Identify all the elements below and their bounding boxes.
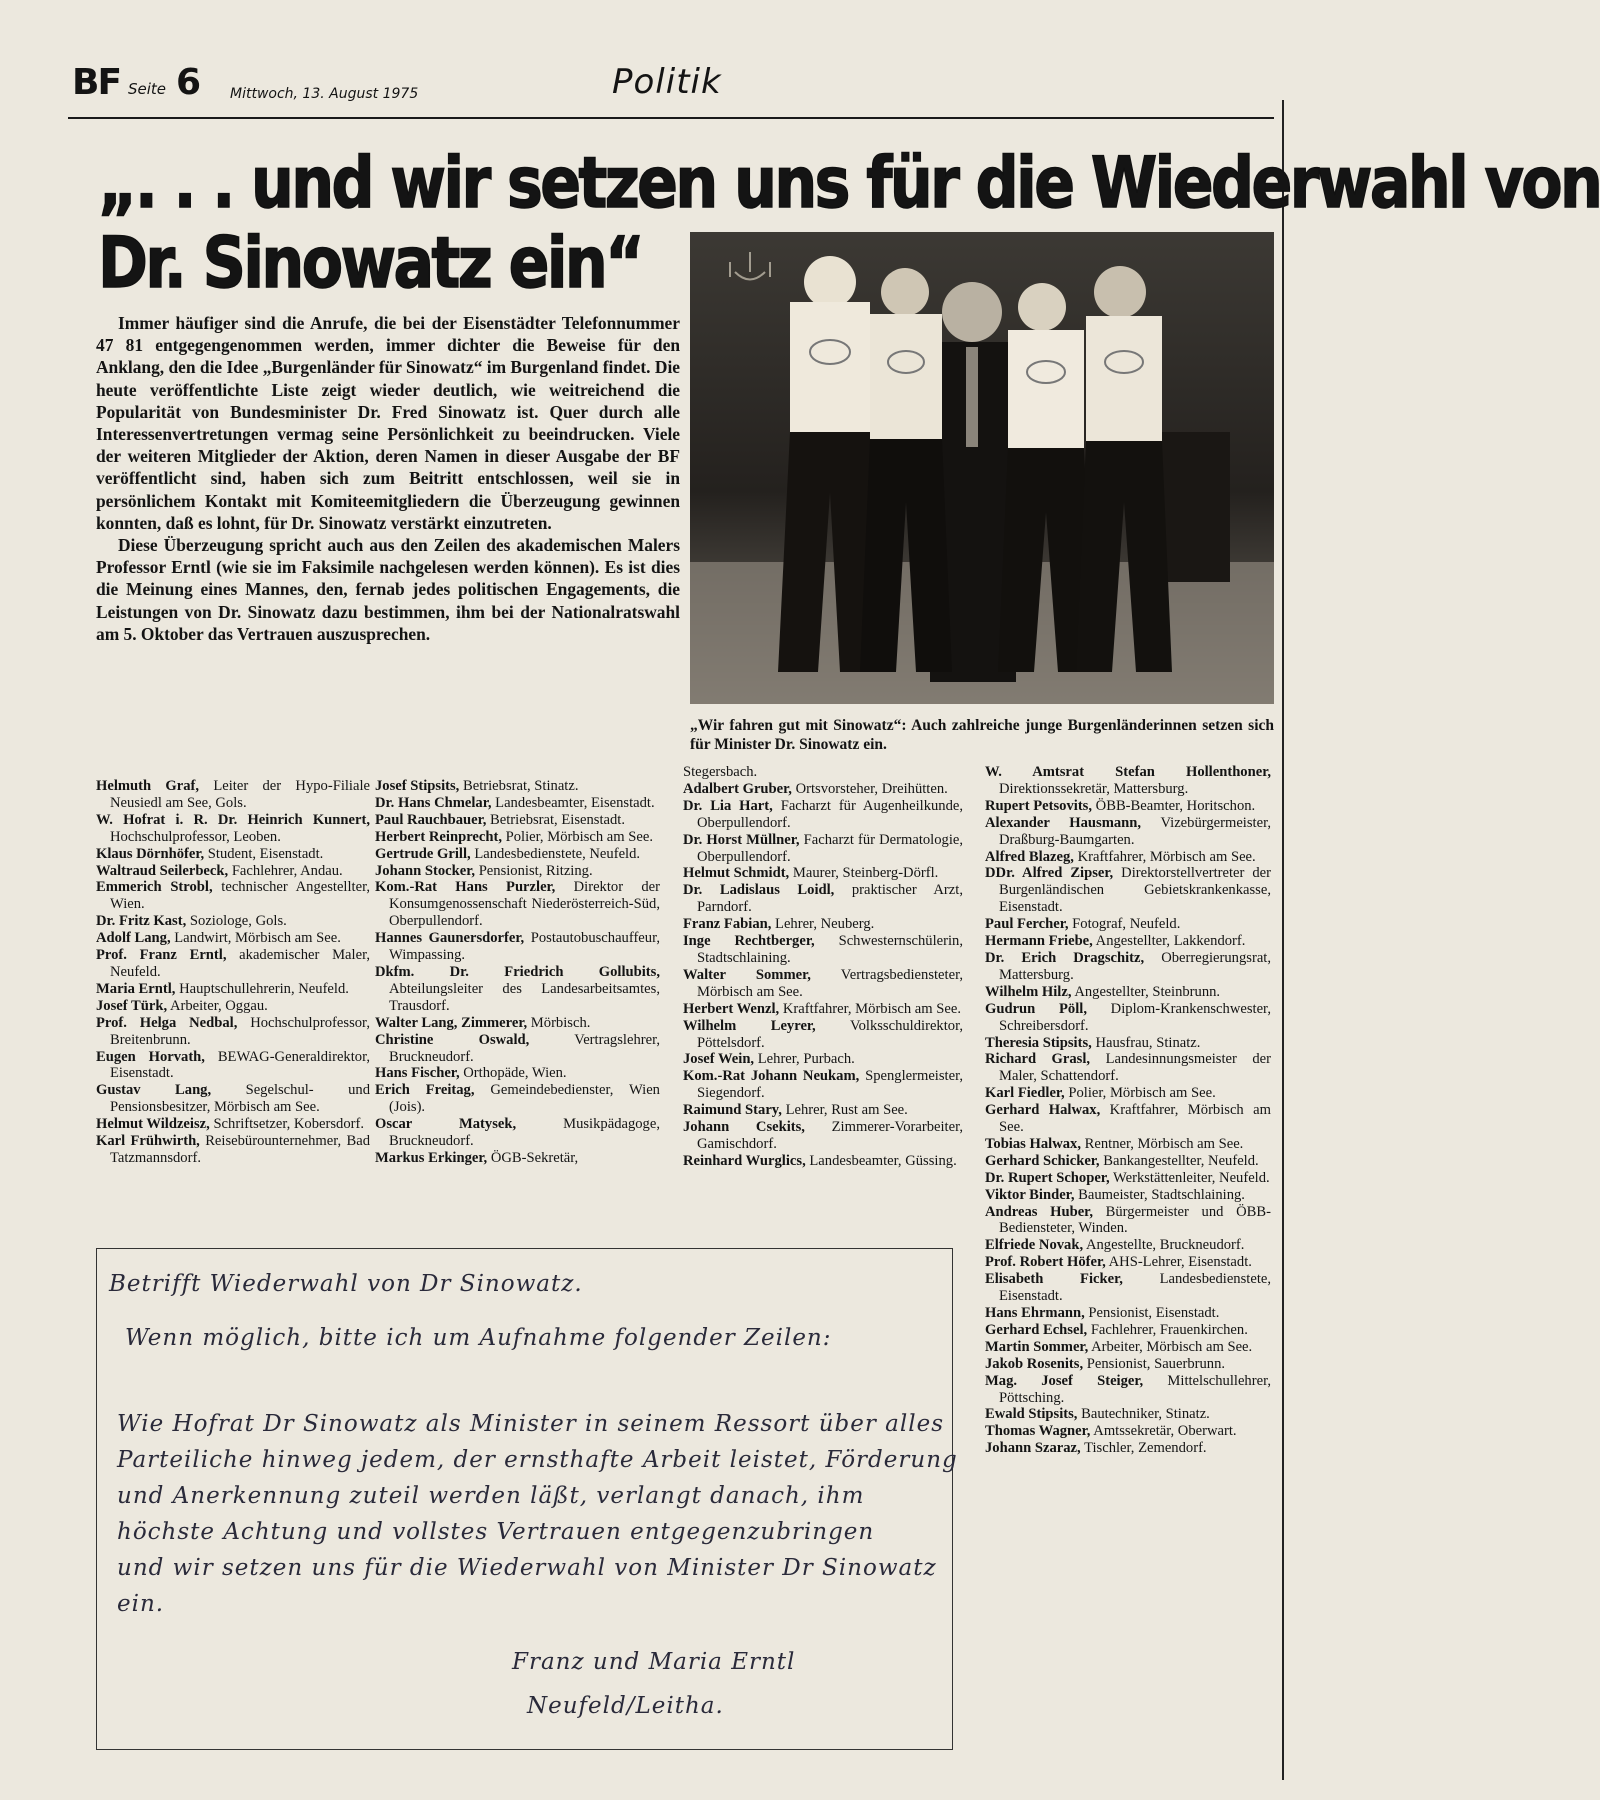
person-name: Elfriede Novak, bbox=[985, 1237, 1084, 1254]
list-item bbox=[375, 1082, 660, 1116]
person-description: Soziologe, Gols. bbox=[189, 913, 287, 930]
list-item bbox=[985, 865, 1271, 916]
person-description: Abteilungsleiter des Landesarbeitsamtes, Trausdorf. bbox=[389, 980, 660, 1014]
person-description: Kraftfahrer, Mörbisch am See. bbox=[782, 1000, 961, 1017]
person-name: Prof. Helga Nedbal, bbox=[96, 1014, 238, 1031]
person-name: Prof. Franz Erntl, bbox=[96, 947, 227, 964]
person-name: Rupert Petsovits, bbox=[985, 797, 1093, 814]
supporter-list-column-2 bbox=[375, 778, 660, 1167]
masthead-logo: BF bbox=[72, 62, 121, 103]
person-name: Prof. Robert Höfer, bbox=[985, 1254, 1106, 1271]
person-name: Walter Sommer, bbox=[683, 966, 811, 983]
person-name: W. Hofrat i. R. Dr. Heinrich Kunnert, bbox=[96, 811, 370, 828]
person-name: Martin Sommer, bbox=[985, 1338, 1089, 1355]
list-item bbox=[683, 933, 963, 967]
person-description: Pensionist, Eisenstadt. bbox=[1088, 1305, 1220, 1321]
person-description: Landesbedienstete, Neufeld. bbox=[474, 845, 641, 862]
list-item bbox=[683, 967, 963, 1001]
list-item bbox=[683, 1051, 963, 1068]
list-item bbox=[985, 815, 1271, 849]
headline-line-2: Dr. Sinowatz ein“ bbox=[98, 222, 643, 304]
list-item bbox=[985, 1271, 1271, 1305]
person-name: Paul Fercher, bbox=[985, 916, 1069, 933]
list-item bbox=[985, 1035, 1271, 1052]
person-name: Gerhard Echsel, bbox=[985, 1321, 1088, 1338]
intro-paragraph: Diese Überzeugung spricht auch aus den Zeilen des akademischen Malers Professor Erntl (wie sie im Faksimile nachgelesen werden können). Es ist dies die Meinung eines Mannes, den, fernab jedes politischen Engagements, die Leistungen von Dr. Sinowatz dazu bestimmen, ihm bei der Nationalratswahl am 5. Oktober das Vertrauen auszusprechen. bbox=[96, 535, 680, 644]
person-description: Direktor der Konsumgenossenschaft Niederösterreich-Süd, Oberpullendorf. bbox=[389, 879, 660, 930]
list-item bbox=[96, 1133, 370, 1167]
person-name: Karl Fiedler, bbox=[985, 1085, 1065, 1102]
list-item bbox=[96, 1049, 370, 1083]
person-description: Angestellte, Bruckneudorf. bbox=[1085, 1237, 1245, 1254]
person-description: Vizebürgermeister, Draßburg-Baumgarten. bbox=[999, 814, 1271, 848]
list-item bbox=[985, 1339, 1271, 1356]
person-name: Gerhard Halwax, bbox=[985, 1102, 1101, 1119]
list-item bbox=[985, 933, 1271, 950]
list-item bbox=[375, 1065, 660, 1082]
list-item bbox=[985, 1102, 1271, 1136]
list-item bbox=[985, 1373, 1271, 1407]
person-description: Orthopäde, Wien. bbox=[463, 1065, 567, 1082]
person-name: Josef Stipsits, bbox=[375, 778, 460, 794]
list-item bbox=[985, 950, 1271, 984]
person-name: Kom.-Rat Hans Purzler, bbox=[375, 879, 556, 896]
person-description: Direktionssekretär, Mattersburg. bbox=[999, 780, 1189, 797]
letter-line: ein. bbox=[117, 1591, 165, 1617]
person-name: Hannes Gaunersdorfer, bbox=[375, 930, 525, 947]
person-description: Betriebsrat, Stinatz. bbox=[462, 778, 579, 794]
header-rule bbox=[68, 117, 1274, 119]
person-description: Pensionist, Ritzing. bbox=[478, 862, 593, 879]
person-description: Kraftfahrer, Mörbisch am See. bbox=[1077, 848, 1256, 865]
list-item bbox=[96, 1015, 370, 1049]
list-item bbox=[375, 1015, 660, 1032]
person-description: Leiter der Hypo-Filiale Neusiedl am See, Gols. bbox=[110, 778, 370, 811]
list-item bbox=[683, 1001, 963, 1018]
person-description: Direktorstellvertreter der Burgenländischen Gebietskrankenkasse, Eisenstadt. bbox=[999, 865, 1271, 916]
list-item bbox=[96, 981, 370, 998]
list-item bbox=[985, 849, 1271, 866]
letter-line: und Anerkennung zuteil werden läßt, verlangt danach, ihm bbox=[117, 1483, 865, 1509]
person-description: Bautechniker, Stinatz. bbox=[1081, 1406, 1210, 1423]
list-item bbox=[985, 1170, 1271, 1187]
person-name: Alexander Hausmann, bbox=[985, 814, 1142, 831]
person-description: Polier, Mörbisch am See. bbox=[1068, 1085, 1216, 1102]
person-name: Viktor Binder, bbox=[985, 1186, 1075, 1203]
person-name: Alfred Blazeg, bbox=[985, 848, 1074, 865]
list-item bbox=[985, 1406, 1271, 1423]
list-item bbox=[96, 1082, 370, 1116]
person-description: Lehrer, Purbach. bbox=[757, 1051, 855, 1068]
person-description: Stegersbach. bbox=[683, 764, 758, 780]
person-name: Dr. Rupert Schoper, bbox=[985, 1169, 1110, 1186]
person-name: Thomas Wagner, bbox=[985, 1423, 1091, 1440]
person-name: Maria Erntl, bbox=[96, 980, 176, 997]
person-name: Dr. Erich Dragschitz, bbox=[985, 949, 1145, 966]
list-item bbox=[985, 1322, 1271, 1339]
list-item bbox=[683, 882, 963, 916]
list-item bbox=[96, 846, 370, 863]
person-description: Hochschulprofessor, Leoben. bbox=[110, 828, 281, 845]
issue-date: Mittwoch, 13. August 1975 bbox=[230, 86, 419, 102]
person-description: Bankangestellter, Neufeld. bbox=[1103, 1152, 1259, 1169]
list-item bbox=[985, 798, 1271, 815]
letter-signature: Franz und Maria Erntl bbox=[512, 1649, 796, 1675]
person-description: Musikpädagoge, Bruckneudorf. bbox=[389, 1116, 660, 1150]
person-name: Walter Lang, Zimmerer, bbox=[375, 1014, 528, 1031]
list-item bbox=[96, 913, 370, 930]
person-description: Baumeister, Stadtschlaining. bbox=[1078, 1186, 1245, 1203]
list-item bbox=[985, 916, 1271, 933]
list-item bbox=[683, 865, 963, 882]
person-description: Arbeiter, Mörbisch am See. bbox=[1091, 1338, 1253, 1355]
list-item bbox=[375, 812, 660, 829]
person-description: Volksschuldirektor, Pöttelsdorf. bbox=[697, 1017, 963, 1051]
list-item bbox=[96, 778, 370, 812]
person-description: Postautobuschauffeur, Wimpassing. bbox=[389, 930, 660, 964]
person-description: Lehrer, Rust am See. bbox=[785, 1102, 908, 1119]
column-rule bbox=[1282, 100, 1284, 1780]
person-name: Richard Grasl, bbox=[985, 1051, 1091, 1068]
person-name: Gerhard Schicker, bbox=[985, 1152, 1100, 1169]
person-name: Gustav Lang, bbox=[96, 1082, 212, 1099]
person-name: Karl Frühwirth, bbox=[96, 1133, 200, 1150]
letter-line: höchste Achtung und vollstes Vertrauen entgegenzubringen bbox=[117, 1519, 875, 1545]
headline-line-1: „. . . und wir setzen uns für die Wiederwahl von bbox=[98, 142, 1600, 224]
list-item bbox=[683, 1153, 963, 1170]
person-name: Hermann Friebe, bbox=[985, 933, 1093, 950]
list-item bbox=[985, 1356, 1271, 1373]
person-description: Mittelschullehrer, Pöttsching. bbox=[999, 1372, 1271, 1406]
person-name: Elisabeth Ficker, bbox=[985, 1271, 1123, 1288]
list-item bbox=[96, 930, 370, 947]
person-description: Amtssekretär, Oberwart. bbox=[1093, 1423, 1237, 1440]
person-name: Emmerich Strobl, bbox=[96, 879, 213, 896]
person-description: Hauptschullehrerin, Neufeld. bbox=[179, 980, 349, 997]
list-item bbox=[96, 879, 370, 913]
person-name: Reinhard Wurglics, bbox=[683, 1152, 806, 1169]
person-name: Gudrun Pöll, bbox=[985, 1000, 1087, 1017]
list-item bbox=[375, 879, 660, 930]
list-item bbox=[96, 947, 370, 981]
person-description: Vertragsbediensteter, Mörbisch am See. bbox=[697, 966, 963, 1000]
person-description: Angestellter, Steinbrunn. bbox=[1074, 983, 1221, 1000]
person-name: Johann Szaraz, bbox=[985, 1440, 1081, 1457]
list-item bbox=[985, 1305, 1271, 1322]
page-number: 6 bbox=[176, 62, 202, 103]
person-name: Dr. Horst Müllner, bbox=[683, 831, 800, 848]
list-item bbox=[985, 1204, 1271, 1238]
person-name: Paul Rauchbauer, bbox=[375, 811, 487, 828]
person-name: Wilhelm Leyrer, bbox=[683, 1017, 816, 1034]
person-description: Werkstättenleiter, Neufeld. bbox=[1113, 1169, 1270, 1186]
person-name: Franz Fabian, bbox=[683, 916, 772, 933]
person-name: Oscar Matysek, bbox=[375, 1116, 517, 1133]
person-name: Helmuth Graf, bbox=[96, 778, 200, 794]
person-name: Helmut Wildzeisz, bbox=[96, 1116, 210, 1133]
person-name: Josef Türk, bbox=[96, 997, 168, 1014]
person-description: Bürgermeister und ÖBB-Bediensteter, Winden. bbox=[999, 1203, 1271, 1237]
person-name: Ewald Stipsits, bbox=[985, 1406, 1078, 1423]
person-description: BEWAG-Generaldirektor, Eisenstadt. bbox=[110, 1048, 370, 1082]
person-description: Tischler, Zemendorf. bbox=[1084, 1440, 1207, 1457]
list-item bbox=[985, 1440, 1271, 1457]
person-name: Gertrude Grill, bbox=[375, 845, 471, 862]
person-description: Mörbisch. bbox=[530, 1014, 591, 1031]
person-description: Zimmerer-Vorarbeiter, Gamischdorf. bbox=[697, 1119, 963, 1152]
person-name: Tobias Halwax, bbox=[985, 1135, 1081, 1152]
intro-text bbox=[96, 312, 680, 645]
person-description: Diplom-Krankenschwester, Schreibersdorf. bbox=[999, 1000, 1271, 1034]
letter-facsimile bbox=[96, 1248, 958, 1750]
person-name: Johann Csekits, bbox=[683, 1119, 805, 1136]
list-item bbox=[985, 1423, 1271, 1440]
person-name: Jakob Rosenits, bbox=[985, 1355, 1084, 1372]
person-name: Hans Ehrmann, bbox=[985, 1305, 1085, 1321]
person-name: Josef Wein, bbox=[683, 1051, 755, 1068]
person-description: Pensionist, Sauerbrunn. bbox=[1086, 1355, 1226, 1372]
person-name: Markus Erkinger, bbox=[375, 1149, 488, 1166]
letter-line: Parteiliche hinweg jedem, der ernsthafte Arbeit leistet, Förderung bbox=[117, 1447, 958, 1473]
list-item bbox=[683, 1119, 963, 1153]
list-item bbox=[683, 832, 963, 866]
person-description: Facharzt für Augenheilkunde, Oberpullendorf. bbox=[697, 797, 964, 831]
person-description: Vertragslehrer, Bruckneudorf. bbox=[389, 1031, 660, 1065]
list-item bbox=[985, 1187, 1271, 1204]
person-description: Hochschulprofessor, Breitenbrunn. bbox=[110, 1014, 370, 1048]
person-description: praktischer Arzt, Parndorf. bbox=[697, 882, 963, 916]
person-name: Christine Oswald, bbox=[375, 1031, 530, 1048]
person-description: Segelschul- und Pensionsbesitzer, Mörbisch am See. bbox=[110, 1082, 370, 1116]
list-item bbox=[985, 1136, 1271, 1153]
list-item bbox=[375, 829, 660, 846]
person-description: Landesbedienstete, Eisenstadt. bbox=[999, 1271, 1271, 1305]
person-description: Ortsvorsteher, Dreihütten. bbox=[795, 780, 948, 797]
person-name: Andreas Huber, bbox=[985, 1203, 1093, 1220]
group-photo-image bbox=[690, 232, 1274, 704]
person-description: ÖGB-Sekretär, bbox=[490, 1149, 579, 1166]
supporter-list-column-3 bbox=[683, 764, 963, 1170]
list-item bbox=[375, 778, 660, 795]
list-item bbox=[985, 984, 1271, 1001]
list-item bbox=[985, 1001, 1271, 1035]
page-label: Seite bbox=[128, 80, 167, 98]
person-description: Schwesternschülerin, Stadtschlaining. bbox=[697, 933, 963, 966]
person-description: Landwirt, Mörbisch am See. bbox=[174, 930, 341, 947]
photo-caption: „Wir fahren gut mit Sinowatz“: Auch zahlreiche junge Burgenländerinnen setzen sich für Minister Dr. Sinowatz ein. bbox=[690, 717, 1274, 753]
list-item bbox=[96, 812, 370, 846]
person-description: Angestellter, Lakkendorf. bbox=[1095, 933, 1246, 950]
list-item bbox=[985, 1153, 1271, 1170]
list-item bbox=[375, 1150, 660, 1167]
person-description: akademischer Maler, Neufeld. bbox=[110, 947, 370, 980]
person-name: Dkfm. Dr. Friedrich Gollubits, bbox=[375, 963, 660, 980]
list-item bbox=[985, 1254, 1271, 1271]
person-name: Dr. Hans Chmelar, bbox=[375, 794, 492, 811]
letter-line: Wie Hofrat Dr Sinowatz als Minister in seinem Ressort über alles bbox=[117, 1411, 945, 1437]
list-item bbox=[683, 1068, 963, 1102]
person-description: Polier, Mörbisch am See. bbox=[505, 828, 653, 845]
list-item bbox=[683, 1018, 963, 1052]
list-item bbox=[375, 930, 660, 964]
list-item bbox=[683, 798, 963, 832]
person-description: Reisebürounternehmer, Bad Tatzmannsdorf. bbox=[110, 1133, 371, 1166]
person-description: Oberregierungsrat, Mattersburg. bbox=[999, 949, 1271, 983]
person-description: Landesbeamter, Eisenstadt. bbox=[495, 794, 655, 811]
list-item bbox=[985, 1237, 1271, 1254]
person-description: Arbeiter, Oggau. bbox=[169, 997, 268, 1014]
person-description: Betriebsrat, Eisenstadt. bbox=[490, 811, 625, 828]
person-description: Facharzt für Dermatologie, Oberpullendorf. bbox=[697, 831, 964, 865]
list-item bbox=[683, 781, 963, 798]
person-description: Schriftsetzer, Kobersdorf. bbox=[213, 1116, 365, 1133]
person-name: Inge Rechtberger, bbox=[683, 933, 815, 950]
person-description: Hausfrau, Stinatz. bbox=[1095, 1034, 1201, 1051]
supporter-list-column-1 bbox=[96, 778, 370, 1167]
person-description: Landesbeamter, Güssing. bbox=[809, 1152, 957, 1169]
list-item bbox=[96, 1116, 370, 1133]
person-name: Hans Fischer, bbox=[375, 1065, 460, 1082]
person-name: Waltraud Seilerbeck, bbox=[96, 862, 229, 879]
person-description: technischer Angestellter, Wien. bbox=[110, 879, 370, 913]
person-description: Fotograf, Neufeld. bbox=[1072, 916, 1181, 933]
list-item bbox=[683, 1102, 963, 1119]
letter-line: Wenn möglich, bitte ich um Aufnahme folgender Zeilen: bbox=[125, 1325, 832, 1351]
person-description: Kraftfahrer, Mörbisch am See. bbox=[999, 1102, 1271, 1136]
person-name: Herbert Wenzl, bbox=[683, 1000, 780, 1017]
list-item bbox=[375, 846, 660, 863]
letter-signature-place: Neufeld/Leitha. bbox=[527, 1693, 724, 1719]
person-name: DDr. Alfred Zipser, bbox=[985, 865, 1114, 882]
person-name: Klaus Dörnhöfer, bbox=[96, 845, 205, 862]
list-item bbox=[375, 964, 660, 1015]
letter-line: Betrifft Wiederwahl von Dr Sinowatz. bbox=[109, 1271, 583, 1297]
person-name: Mag. Josef Steiger, bbox=[985, 1372, 1144, 1389]
person-description: Student, Eisenstadt. bbox=[207, 845, 324, 862]
person-name: Adolf Lang, bbox=[96, 930, 171, 947]
list-item bbox=[985, 1051, 1271, 1085]
list-item bbox=[683, 764, 963, 781]
section-title: Politik bbox=[612, 62, 722, 102]
person-name: Kom.-Rat Johann Neukam, bbox=[683, 1068, 860, 1085]
person-name: Johann Stocker, bbox=[375, 862, 476, 879]
list-item bbox=[96, 863, 370, 880]
list-item bbox=[683, 916, 963, 933]
person-name: Wilhelm Hilz, bbox=[985, 983, 1072, 1000]
person-name: W. Amtsrat Stefan Hollenthoner, bbox=[985, 764, 1271, 780]
person-name: Raimund Stary, bbox=[683, 1102, 782, 1119]
person-description: Gemeindebedienster, Wien (Jois). bbox=[389, 1082, 660, 1116]
person-name: Dr. Lia Hart, bbox=[683, 797, 773, 814]
group-photo bbox=[690, 232, 1274, 704]
person-name: Herbert Reinprecht, bbox=[375, 828, 502, 845]
list-item bbox=[375, 795, 660, 812]
person-description: Maurer, Steinberg-Dörfl. bbox=[792, 865, 939, 882]
person-description: Lehrer, Neuberg. bbox=[775, 916, 875, 933]
person-name: Erich Freitag, bbox=[375, 1082, 475, 1099]
list-item bbox=[985, 1085, 1271, 1102]
person-description: Spenglermeister, Siegendorf. bbox=[697, 1068, 963, 1102]
person-description: ÖBB-Beamter, Horitschon. bbox=[1095, 797, 1256, 814]
list-item bbox=[985, 764, 1271, 798]
person-description: Fachlehrer, Frauenkirchen. bbox=[1090, 1321, 1248, 1338]
person-name: Dr. Fritz Kast, bbox=[96, 913, 187, 930]
person-description: Landesinnungsmeister der Maler, Schattendorf. bbox=[999, 1051, 1271, 1085]
person-name: Helmut Schmidt, bbox=[683, 865, 790, 882]
person-description: AHS-Lehrer, Eisenstadt. bbox=[1108, 1254, 1252, 1271]
list-item bbox=[375, 1116, 660, 1150]
person-description: Rentner, Mörbisch am See. bbox=[1084, 1135, 1244, 1152]
person-name: Adalbert Gruber, bbox=[683, 780, 792, 797]
person-name: Dr. Ladislaus Loidl, bbox=[683, 882, 835, 899]
list-item bbox=[375, 1032, 660, 1066]
supporter-list-column-4 bbox=[985, 764, 1271, 1457]
intro-paragraph: Immer häufiger sind die Anrufe, die bei der Eisenstädter Telefonnummer 47 81 entgegengenommen werden, immer dichter die Beweise für den Anklang, den die Idee „Burgenländer für Sinowatz“ im Burgenland findet. Die heute veröffentlichte Liste zeigt wieder deutlich, wie weitreichend die Popularität von Bundesminister Dr. Fred Sinowatz ist. Quer durch alle Interessenvertretungen vermag seine Persönlichkeit zu beeindrucken. Viele der weiteren Mitglieder der Aktion, deren Namen in dieser Ausgabe der BF veröffentlicht sind, haben sich zum Beitritt entschlossen, weil sie in persönlichem Kontakt mit Komiteemitgliedern die Überzeugung gewinnen konnten, daß es lohnt, für Dr. Sinowatz verstärkt einzutreten. bbox=[96, 313, 680, 533]
person-name: Theresia Stipsits, bbox=[985, 1034, 1092, 1051]
person-name: Eugen Horvath, bbox=[96, 1048, 205, 1065]
person-description: Fachlehrer, Andau. bbox=[231, 862, 343, 879]
letter-line: und wir setzen uns für die Wiederwahl von Minister Dr Sinowatz bbox=[117, 1555, 937, 1581]
list-item bbox=[96, 998, 370, 1015]
list-item bbox=[375, 863, 660, 880]
